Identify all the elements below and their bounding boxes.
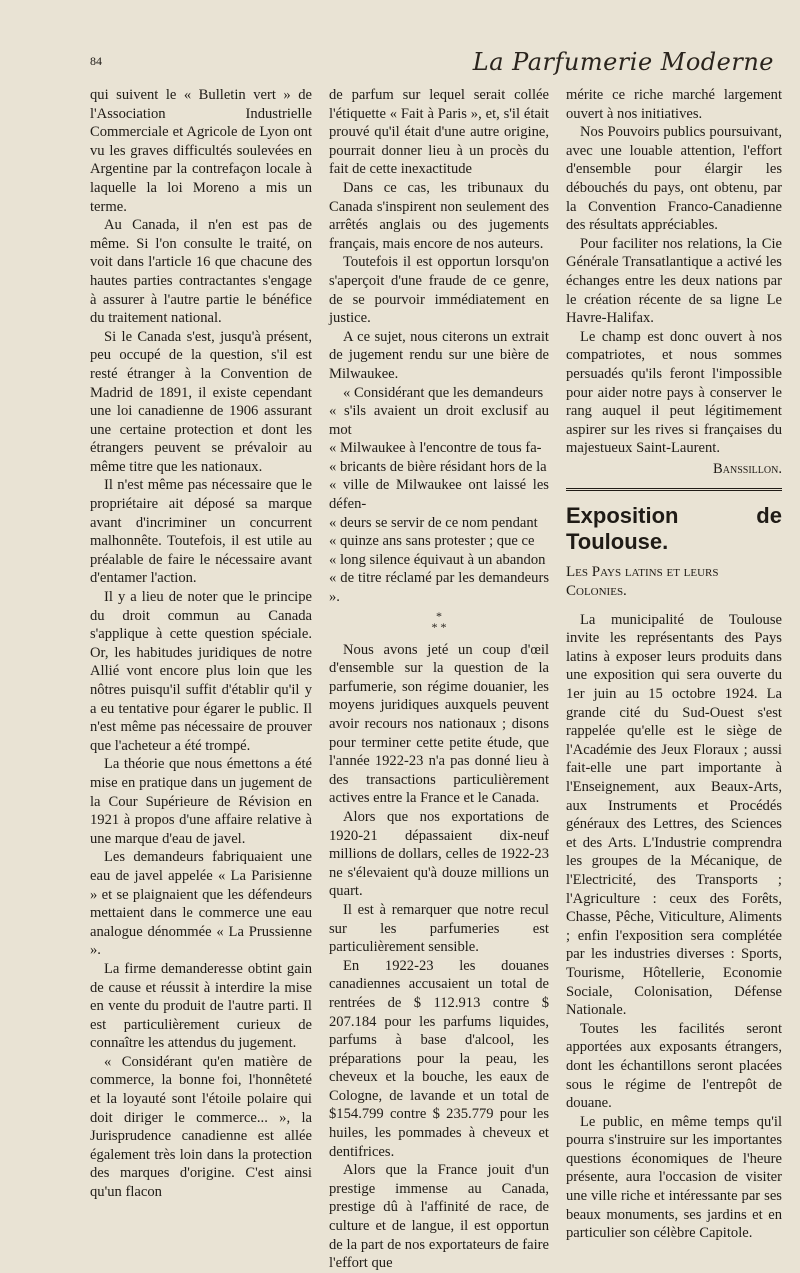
quote-line: « quinze ans sans protester ; que ce [329,533,535,550]
page-number: 84 [90,54,102,68]
quote-line: « de titre réclamé par les demandeurs ». [329,570,549,606]
column-1 [90,86,312,1202]
quote-line: « deurs se servir de ce nom pendant [329,514,538,531]
author-signature: Banssillon. [713,460,782,477]
paragraph: La firme demanderesse obtint gain de cause et réussit à interdire la mise en vente du produit de l'autre parti. Il est particulièrement curieux de connaître les attendus du jugement. [90,960,312,1052]
paragraph: La municipalité de Toulouse invite les représentants des Pays latins à exposer leurs produits dans une exposition qui sera ouverte du 1er juin au 15 octobre 1924. La grande cité du Sud-Ouest s'est rappelée qu'elle est le siège de l'Académie des Jeux Floraux ; aussi fait-elle une part importante à l'Enseignement, aux Beaux-Arts, aux Instruments et Procédés généraux des Lettres, des Sciences et des Arts. L'Industrie comprendra les groupes de la Mécanique, de l'Electricité, des Transports ; l'Agriculture : ceux des Forêts, Chasse, Pêche, Viticulture, Aliments ; enfin l'exposition sera complétée par les industries diverses : Sports, Tourisme, Hôtellerie, Economie Sociale, Colonisation, Défense Nationale. [566,611,782,1019]
paragraph: Alors que nos exportations de 1920-21 dépassaient dix-neuf millions de dollars, celles de 1922-23 ne s'élevaient qu'à douze millions un quart. [329,808,549,900]
section-break-asterisks [329,608,549,634]
paragraph: Au Canada, il n'en est pas de même. Si l'on consulte le traité, on voit dans l'article 16 que chacune des hautes parties contractantes s'engage à assurer à l'autre partie le bénéfice du traitement national. [90,217,312,327]
paragraph: Nous avons jeté un coup d'œil d'ensemble sur la question de la parfumerie, son régime douanier, les moyens juridiques auxquels peuvent avoir recours nos nationaux ; disons pour terminer cette petite étude, que l'année 1922-23 n'a pas donné lieu à des transactions particulièrement actives entre la France et le Canada. [329,641,549,807]
quote-line: « bricants de bière résidant hors de la [329,458,547,475]
paragraph: Dans ce cas, les tribunaux du Canada s'inspirent non seulement des arrêtés anglais ou des jugements français, mais encore de nos auteurs. [329,179,549,252]
section-subtitle: Les Pays latins et leurs Colonies. [566,564,719,600]
paragraph: « Considérant qu'en matière de commerce, la bonne foi, l'honnêteté et la loyauté sont l'étoile polaire qui doit diriger le commerce... », la Jurisprudence canadienne est allée également très loin dans la protection des marques d'origine. C'est ainsi qu'un flacon [90,1053,312,1201]
paragraph: Il y a lieu de noter que le principe du droit commun au Canada s'applique à cette question spéciale. Or, les habitudes juridiques de notre Allié vont encore plus loin que les nôtres puisqu'il suffit d'établir qu'il y a eu tentative pour égarer le public. Il n'est même pas nécessaire de prouver que l'acheteur a été trompé. [90,589,312,754]
paragraph: Toutefois il est opportun lorsqu'on s'aperçoit d'une fraude de ce genre, de se pourvoir immédiatement en justice. [329,254,549,327]
quote-line: « ville de Milwaukee ont laissé les défen- [329,477,549,513]
paragraph: de parfum sur lequel serait collée l'étiquette « Fait à Paris », et, s'il était prouvé qu'il était d'une autre origine, pourrait donner lieu à un procès du fait de cette inexactitude [329,87,549,178]
court-quote [329,384,549,607]
paragraph: Il n'est même pas nécessaire que le propriétaire ait déposé sa marque avant d'incriminer un concurrent malhonnête. Toutefois, il est utile au préalable de faire le nécessaire avant d'entamer l'action. [90,477,312,587]
paragraph: La théorie que nous émettons a été mise en pratique dans un jugement de la Cour Supérieure de Révision en 1921 à propos d'une affaire relative à une marque d'eau de javel. [90,756,312,847]
section-divider [566,488,782,491]
section-title: Exposition de Toulouse. [566,503,782,555]
paragraph: Pour faciliter nos relations, la Cie Générale Transatlantique a activé les échanges entre les deux nations par le création récente de sa ligne Le Havre-Halifax. [566,235,782,327]
paragraph: Toutes les facilités seront apportées aux exposants étrangers, dont les échantillons seront placées sous le régime de l'entrepôt de douane. [566,1020,782,1112]
column-3 [566,86,782,1243]
paragraph: Les demandeurs fabriquaient une eau de javel appelée « La Parisienne » et se plaignaient que les défendeurs mettaient dans le commerce une eau analogue dénommée « La Prussienne ». [90,849,312,959]
quote-line: « Milwaukee à l'encontre de tous fa- [329,440,542,457]
paragraph: Alors que la France jouit d'un prestige immense au Canada, prestige dû à l'affinité de race, de culture et de langue, il est opportun de la part de nos exportateurs de faire l'effort que [329,1162,549,1272]
asterisk-bottom: * * [431,619,447,634]
paragraph: Le public, en même temps qu'il pourra s'instruire sur les importantes questions économiques de l'heure présente, aura l'occasion de visiter une ville riche et intéressante par ses beaux monuments, ses jardins et en particulier son célèbre Capitole. [566,1113,782,1242]
paragraph: Nos Pouvoirs publics poursuivant, avec une louable attention, l'effort d'ensemble pour élargir les débouchés du pays, ont obtenu, par la Convention Franco-Canadienne des résultats appréciables. [566,124,782,234]
asterisk-top: * [436,608,442,623]
quote-line: « Considérant que les demandeurs [343,384,544,401]
paragraph: Le champ est donc ouvert à nos compatriotes, et nous sommes persuadés qu'ils feront l'impossible pour aider notre pays à conserver le rang auquel il peut légitimement aspirer sur les rives si françaises du majestueux Saint-Laurent. [566,328,782,457]
paragraph: En 1922-23 les douanes canadiennes accusaient un total de rentrées de $ 112.913 contre $ 207.184 pour les parfums liquides, parfums à base d'alcool, les préparations pour la peau, les cheveux et la bouche, les eaux de Cologne, de lavande et un total de $154.799 contre $ 235.779 pour les huiles, les pommades à cheveux et dentifrices. [329,957,549,1160]
paragraph: Il est à remarquer que notre recul sur les parfumeries est particulièrement sensible. [329,901,549,956]
paragraph: mérite ce riche marché largement ouvert à nos initiatives. [566,87,782,122]
paragraph: qui suivent le « Bulletin vert » de l'Association Industrielle Commerciale et Agricole de Lyon ont vu les graves difficultés soulevées en Argentine par la contrefaçon locale à laquelle la loi Moreno a mis un terme. [90,87,312,215]
quote-line: « long silence équivaut à un abandon [329,551,546,568]
column-2 [329,86,549,1273]
paragraph: Si le Canada s'est, jusqu'à présent, peu occupé de la question, s'il est resté étranger à la Convention de Madrid de 1891, il existe cependant une loi canadienne de 1906 assurant une certaine protection et dont les étrangers peuvent se prévaloir au même titre que les nationaux. [90,328,312,475]
magazine-title: La Parfumerie Moderne [472,48,774,76]
quote-line: « s'ils avaient un droit exclusif au mot [329,403,549,438]
paragraph: A ce sujet, nous citerons un extrait de jugement rendu sur une bière de Milwaukee. [329,328,549,382]
